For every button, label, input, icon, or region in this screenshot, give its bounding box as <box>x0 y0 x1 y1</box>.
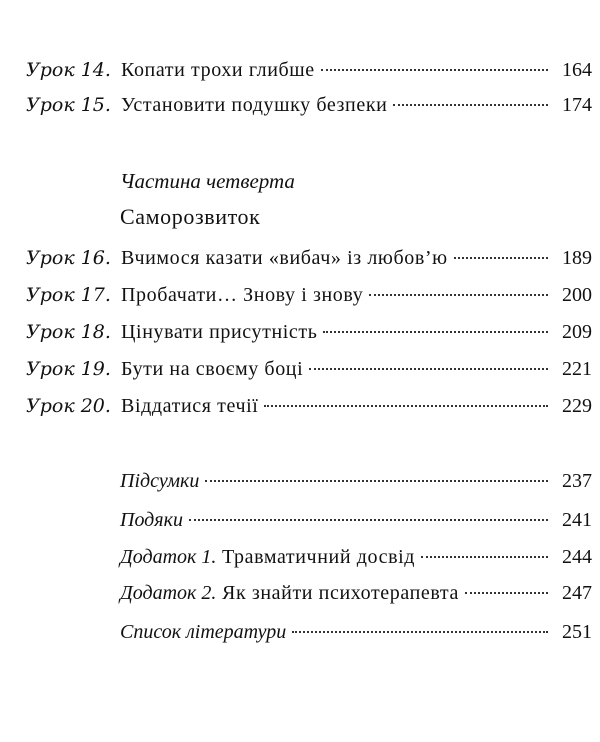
page-number: 229 <box>562 395 592 417</box>
lesson-label: Урок 18. <box>26 321 111 343</box>
section-title <box>120 542 415 572</box>
dot-leader <box>309 368 548 370</box>
lesson-label: Урок 14. <box>26 59 111 81</box>
dot-leader <box>264 405 548 407</box>
page-number: 189 <box>562 247 592 269</box>
part-label: Частина четверта <box>120 169 295 193</box>
lesson-title: Копати трохи глибше <box>121 59 315 81</box>
dot-leader <box>369 294 548 296</box>
lesson-title: Бути на своєму боці <box>121 358 304 380</box>
dot-leader <box>421 556 548 558</box>
page-number: 241 <box>562 509 592 531</box>
toc-entry-appendix-2[interactable] <box>120 578 592 608</box>
toc-entry-summary[interactable] <box>120 466 592 496</box>
appendix-prefix: Додаток 1. <box>120 546 217 568</box>
toc-entry-bibliography[interactable] <box>120 617 592 647</box>
toc-entry-acknowledgements[interactable] <box>120 505 592 535</box>
part-title: Саморозвиток <box>120 204 261 229</box>
toc-entry-lesson-20[interactable] <box>26 391 592 421</box>
toc-entry-lesson-18[interactable] <box>26 317 592 347</box>
appendix-prefix: Додаток 2. <box>120 582 217 604</box>
dot-leader <box>454 257 548 259</box>
section-title <box>120 578 459 608</box>
page-number: 174 <box>562 94 592 116</box>
page-number: 251 <box>562 621 592 643</box>
toc-entry-lesson-17[interactable] <box>26 280 592 310</box>
dot-leader <box>321 69 548 71</box>
section-title: Підсумки <box>120 470 200 492</box>
dot-leader <box>323 331 548 333</box>
dot-leader <box>205 480 548 482</box>
toc-entry-lesson-19[interactable] <box>26 354 592 384</box>
toc-entry-lesson-15[interactable] <box>26 90 592 120</box>
appendix-title: Як знайти психотерапевта <box>222 582 459 604</box>
appendix-title: Травматичний досвід <box>222 546 416 568</box>
lesson-title: Віддатися течії <box>121 395 259 417</box>
dot-leader <box>465 592 548 594</box>
toc-entry-lesson-14[interactable] <box>26 55 592 85</box>
page-number: 200 <box>562 284 592 306</box>
lesson-label: Урок 20. <box>26 395 111 417</box>
page-number: 164 <box>562 59 592 81</box>
lesson-label: Урок 16. <box>26 247 111 269</box>
toc-entry-lesson-16[interactable] <box>26 243 592 273</box>
page-number: 247 <box>562 582 592 604</box>
page-number: 237 <box>562 470 592 492</box>
page-number: 221 <box>562 358 592 380</box>
dot-leader <box>189 519 548 521</box>
section-title: Список літератури <box>120 621 287 643</box>
page-number: 209 <box>562 321 592 343</box>
toc-entry-appendix-1[interactable] <box>120 542 592 572</box>
page-number: 244 <box>562 546 592 568</box>
lesson-label: Урок 15. <box>26 94 111 116</box>
dot-leader <box>393 104 548 106</box>
lesson-label: Урок 17. <box>26 284 111 306</box>
lesson-title: Установити подушку безпеки <box>121 94 388 116</box>
lesson-title: Пробачати… Знову і знову <box>121 284 364 306</box>
lesson-title: Цінувати присутність <box>121 321 318 343</box>
lesson-title: Вчимося казати «вибач» із любов’ю <box>121 247 448 269</box>
dot-leader <box>292 631 548 633</box>
section-title: Подяки <box>120 509 183 531</box>
lesson-label: Урок 19. <box>26 358 111 380</box>
